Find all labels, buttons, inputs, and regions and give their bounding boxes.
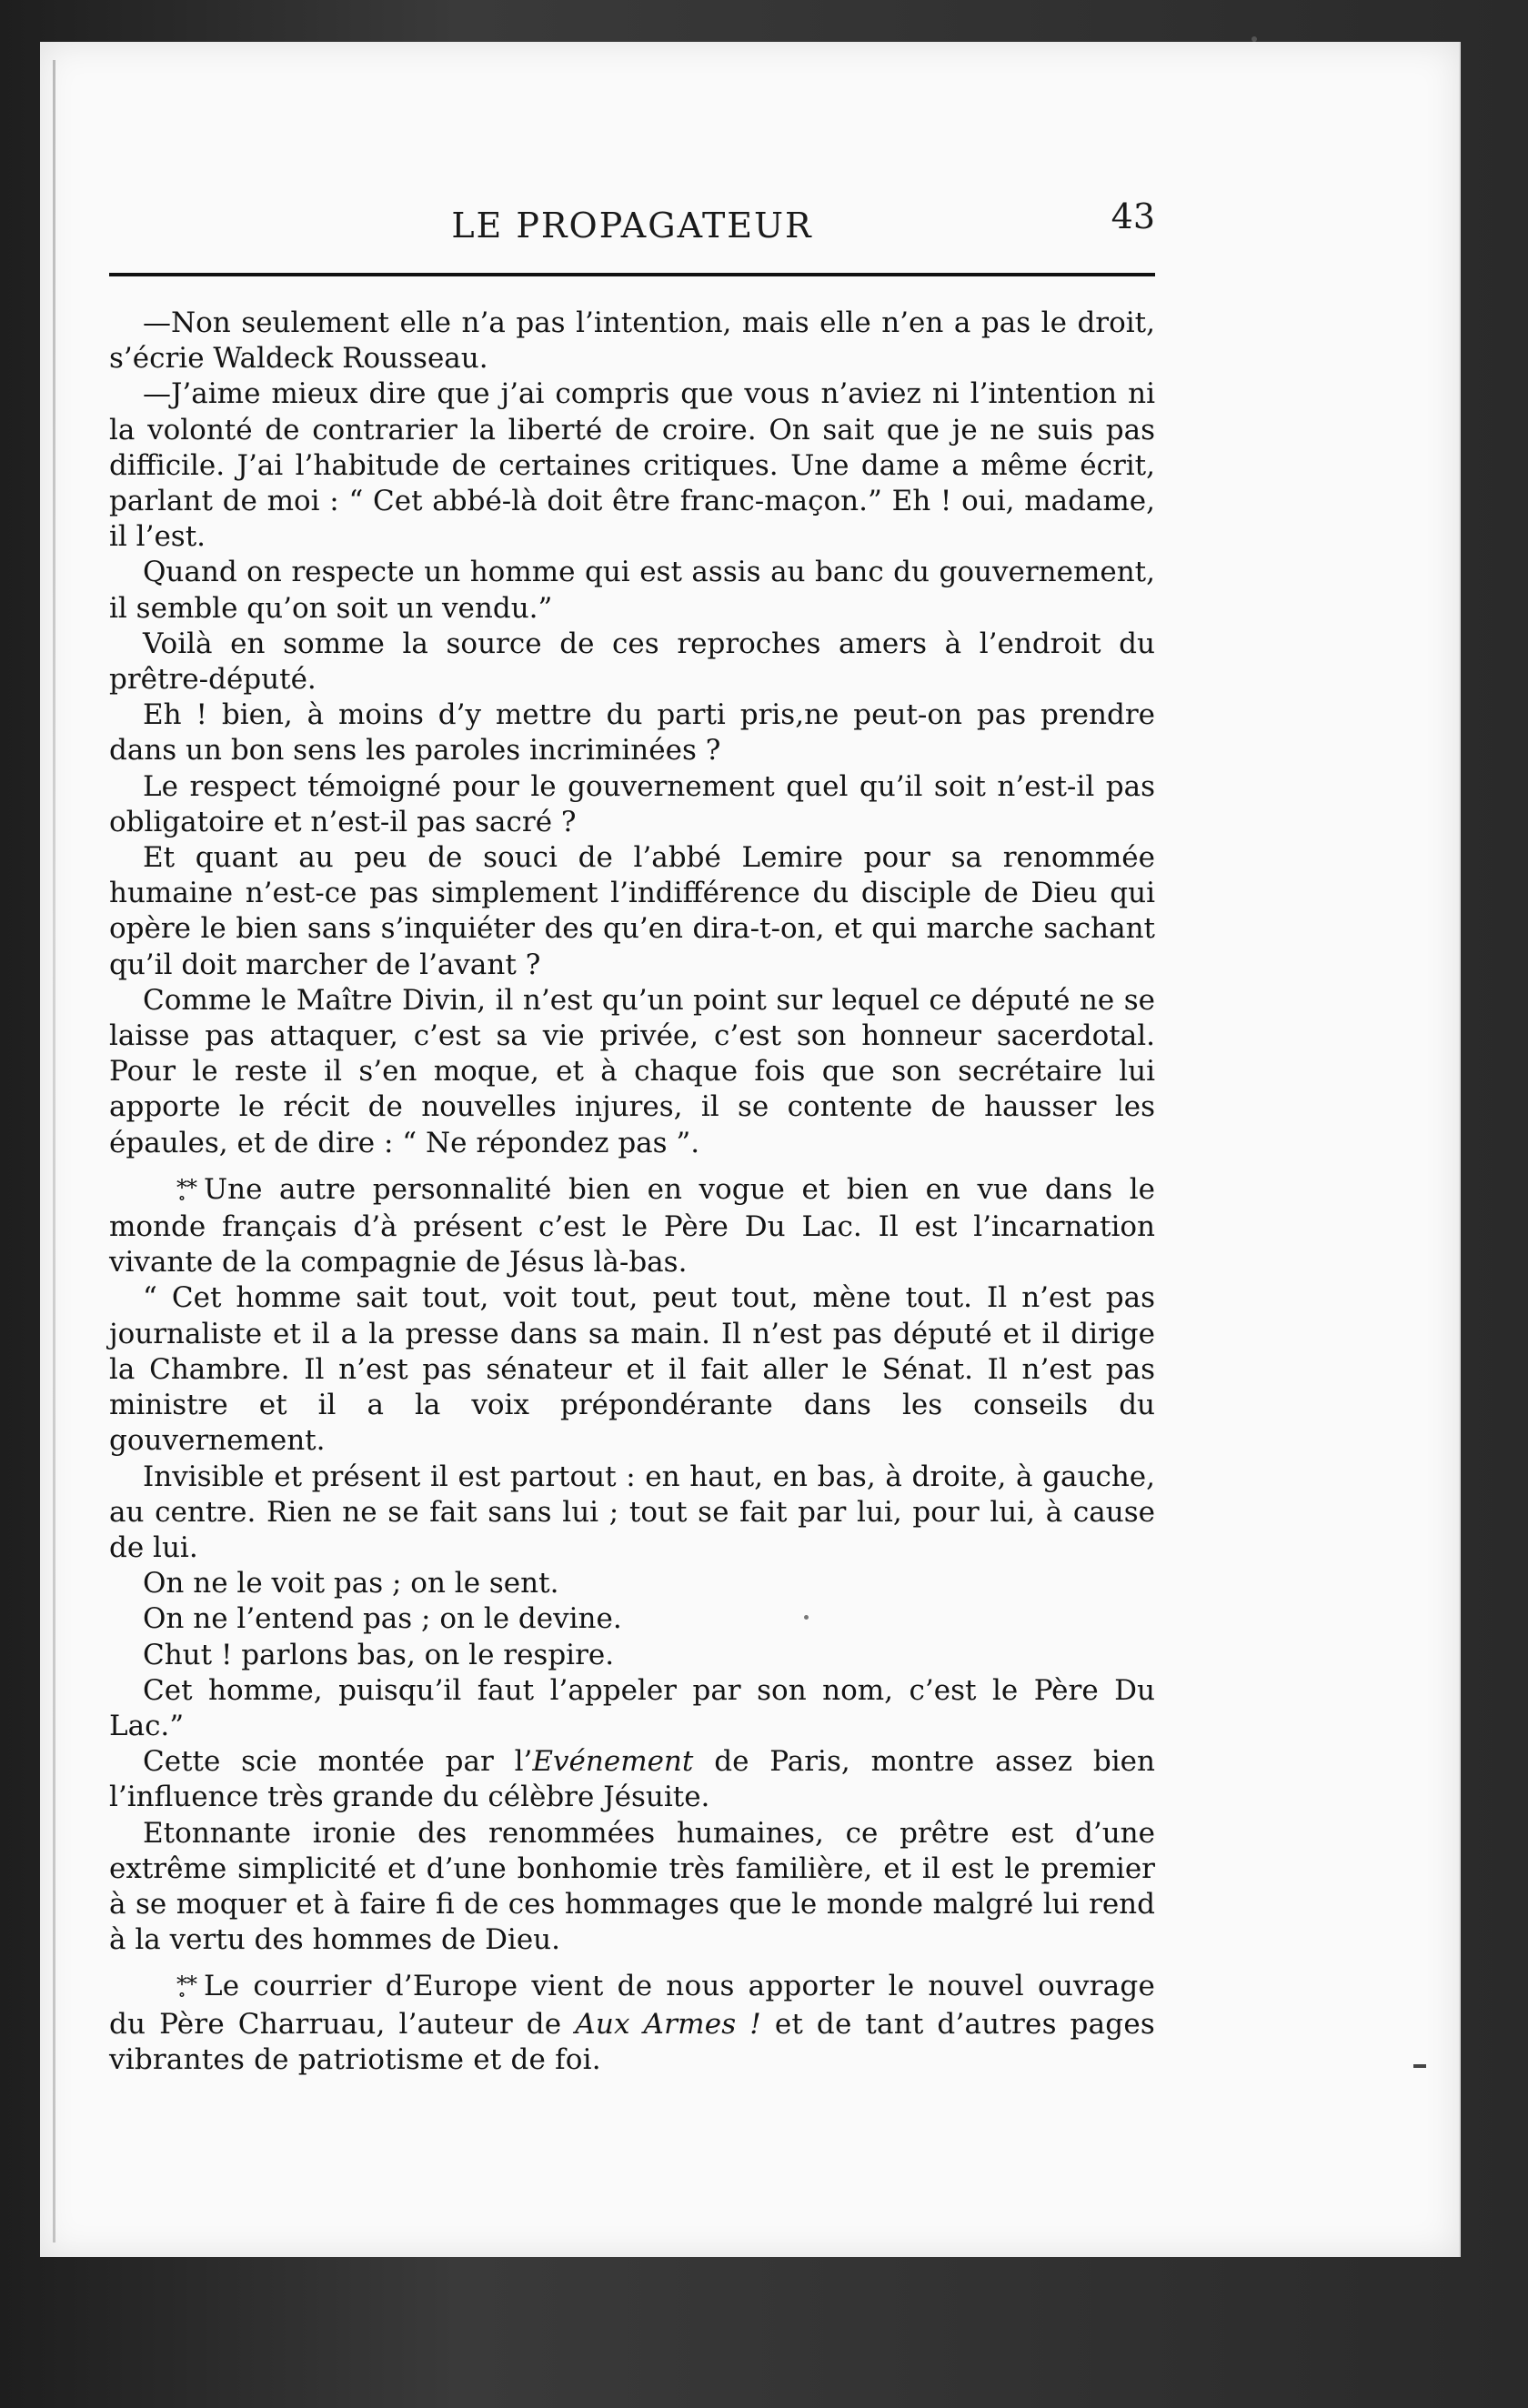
article-body xyxy=(109,306,1155,2078)
italic-title: Evénement xyxy=(532,1745,694,1779)
italic-title: Aux Armes ! xyxy=(575,2007,761,2041)
page-header xyxy=(109,164,1155,255)
paragraph: Etonnante ironie des renommées humaines, ce prêtre est d’une extrême simplicité et d’une bonhomie très familière, et il est le premier à se moquer et à faire fi de ces hommages que le monde malgré lui rend à la vertu des hommes de Dieu. xyxy=(109,1816,1155,1957)
text-run: Le courrier d’Europe vient de nous apporter le nouvel ouvrage du Père Charruau, l’auteur de xyxy=(109,1970,1155,2041)
header-rule xyxy=(109,273,1155,276)
text-run: et de tant d’autres pages vibrantes de patriotisme et de foi. xyxy=(109,2007,1155,2076)
asterism-mark: *̥* xyxy=(176,1972,196,1998)
paragraph: —J’aime mieux dire que j’ai compris que vous n’aviez ni l’intention ni la volonté de contrarier la liberté de croire. On sait que je ne suis pas difficile. J’ai l’habitude de certaines critiques. Une dame a même écrit, parlant de moi : “ Cet abbé-là doit être franc-maçon.” Eh ! oui, madame, il l’est. xyxy=(109,377,1155,554)
paragraph-evenement xyxy=(109,1744,1155,1815)
paragraph: Comme le Maître Divin, il n’est qu’un point sur lequel ce député ne se laisse pas attaquer, c’est sa vie privée, c’est son honneur sacerdotal. Pour le reste il s’en moque, et à chaque fois que son secrétaire lui apporte le récit de nouvelles injures, il se contente de hausser les épaules, et de dire : “ Ne répondez pas ”. xyxy=(109,983,1155,1159)
page-speck xyxy=(1252,36,1257,42)
paragraph: Eh ! bien, à moins d’y mettre du parti pris,ne peut-on pas prendre dans un bon sens les paroles incriminées ? xyxy=(109,698,1155,768)
paragraph: Cet homme, puisqu’il faut l’appeler par son nom, c’est le Père Du Lac.” xyxy=(109,1673,1155,1742)
paragraph-text: Une autre personnalité bien en vogue et bien en vue dans le monde français d’à présent c’est le Père Du Lac. Il est l’incarnation vivante de la compagnie de Jésus là-bas. xyxy=(109,1172,1155,1279)
paragraph: Chut ! parlons bas, on le respire. xyxy=(143,1638,615,1671)
running-title: LE PROPAGATEUR xyxy=(451,206,813,246)
section-paragraph-charruau xyxy=(109,1969,1155,2078)
paragraph: —Non seulement elle n’a pas l’intention, mais elle n’en a pas le droit, s’écrie Waldeck Rousseau. xyxy=(109,306,1155,376)
paragraph: On ne le voit pas ; on le sent. xyxy=(143,1567,559,1600)
paragraph: “ Cet homme sait tout, voit tout, peut tout, mène tout. Il n’est pas journaliste et il a la presse dans sa main. Il n’est pas député et il dirige la Chambre. Il n’est pas sénateur et il fait aller le Sénat. Il n’est pas ministre et il a la voix prépondérante dans les conseils du gouvernement. xyxy=(109,1281,1155,1458)
edge-speck xyxy=(1413,2064,1426,2068)
paragraph: Le respect témoigné pour le gouvernement quel qu’il soit n’est-il pas obligatoire et n’est-il pas sacré ? xyxy=(109,769,1155,838)
text-run: Cette scie montée par l’ xyxy=(143,1745,533,1779)
asterism-mark: *̥* xyxy=(176,1174,196,1200)
section-paragraph-du-lac xyxy=(109,1172,1155,1281)
paragraph: Et quant au peu de souci de l’abbé Lemire pour sa renommée humaine n’est-ce pas simplement l’indifférence du disciple de Dieu qui opère le bien sans s’inquiéter des qu’en dira-t-on, et qui marche sachant qu’il doit marcher de l’avant ? xyxy=(109,841,1155,981)
paragraph: Voilà en somme la source de ces reproches amers à l’endroit du prêtre-député. xyxy=(109,627,1155,697)
paragraph: Invisible et présent il est partout : en haut, en bas, à droite, à gauche, au centre. Rien ne se fait sans lui ; tout se fait par lui, pour lui, à cause de lui. xyxy=(109,1460,1155,1564)
paragraph: Quand on respecte un homme qui est assis au banc du gouvernement, il semble qu’on soit un vendu.” xyxy=(109,556,1155,625)
page-number: 43 xyxy=(1111,196,1155,236)
text-run: de Paris, montre assez bien l’influence très grande du célèbre Jésuite. xyxy=(109,1745,1155,1814)
paragraph: On ne l’entend pas ; on le devine. xyxy=(143,1602,622,1636)
